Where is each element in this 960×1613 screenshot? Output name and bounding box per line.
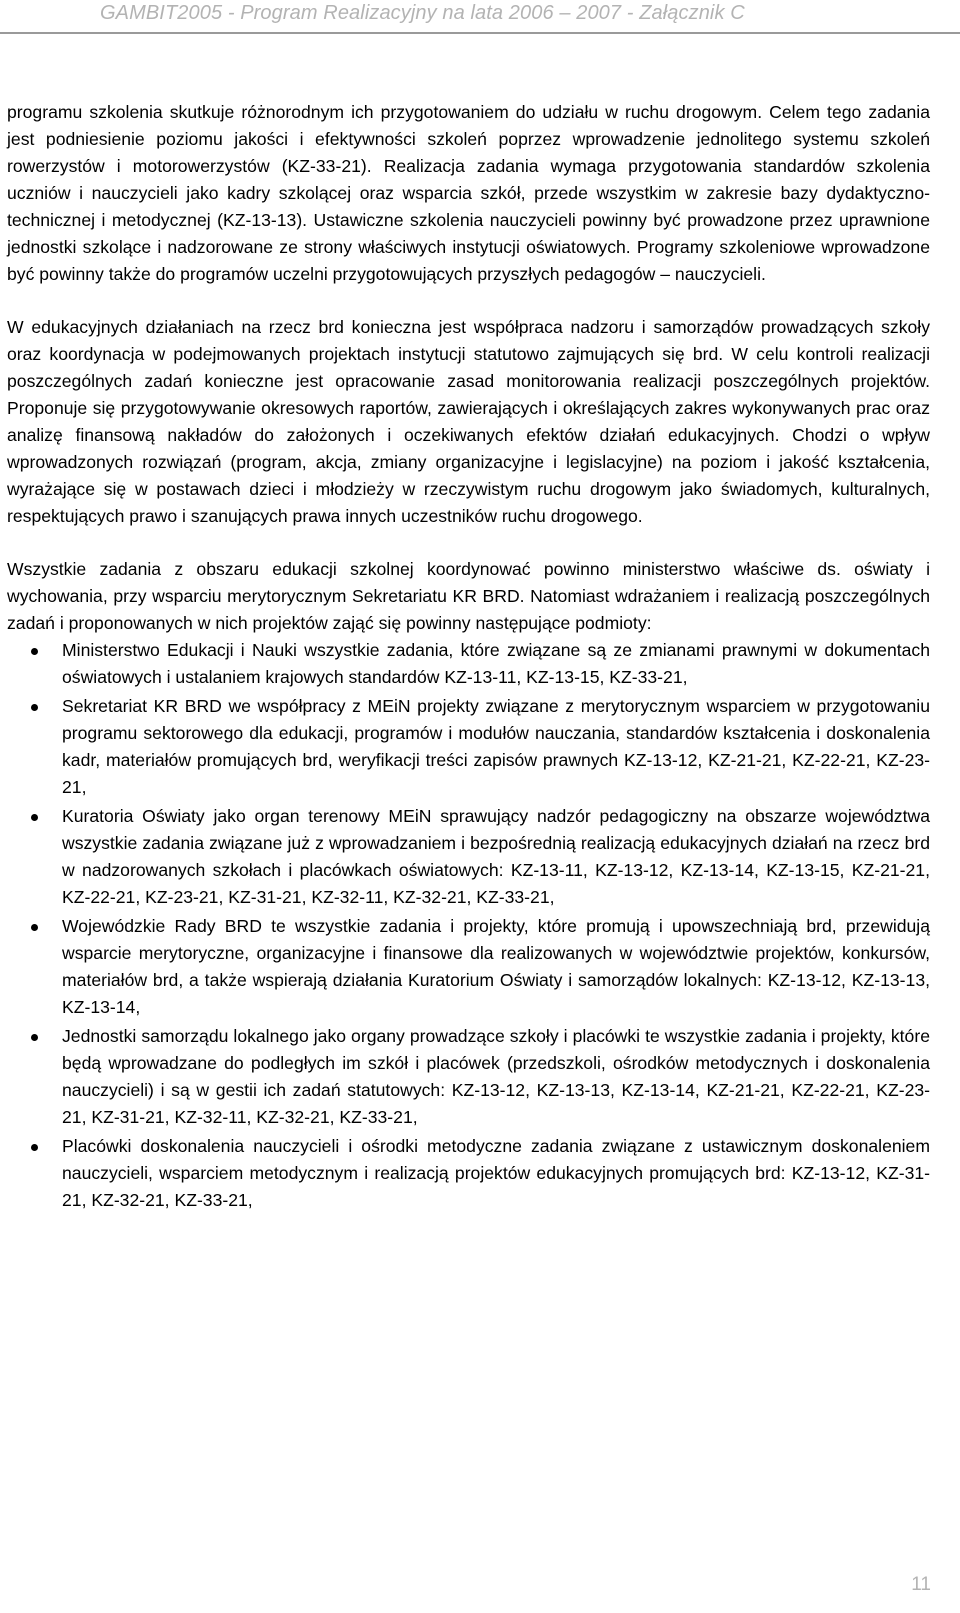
list-item-text: Ministerstwo Edukacji i Nauki wszystkie zadania, które związane są ze zmianami prawnymi w dokumentach oświatowych i ustalaniem krajowych standardów KZ-13-11, KZ-13-15, KZ-33-21, [62, 640, 930, 687]
bullet-icon [31, 704, 38, 711]
paragraph-coordination: Wszystkie zadania z obszaru edukacji szkolnej koordynować powinno ministerstwo właściwe ds. oświaty i wychowania, przy wsparciu merytorycznym Sekretariatu KR BRD. Natomiast wdrażaniem i realizacją poszczególnych zadań i proponowanych w nich projektów zająć się powinny następujące podmioty: [7, 559, 930, 633]
list-item [7, 1023, 930, 1131]
list-item [7, 913, 930, 1021]
entities-list [7, 637, 930, 1214]
list-item-text: Kuratoria Oświaty jako organ terenowy MEiN sprawujący nadzór pedagogiczny na obszarze województwa wszystkie zadania związane już z wprowadzaniem i bezpośrednią realizacją edukacyjnych działań na rzecz brd w nadzorowanych szkołach i placówkach oświatowych: KZ-13-11, KZ-13-12, KZ-13-14, KZ-13-15, KZ-21-21, KZ-22-21, KZ-23-21, KZ-31-21, KZ-32-11, KZ-32-21, KZ-33-21, [62, 806, 930, 907]
list-item-text: Jednostki samorządu lokalnego jako organy prowadzące szkoły i placówki te wszystkie zadania i projekty, które będą wprowadzane do podległych im szkół i placówek (przedszkoli, ośrodków metodycznych i doskonalenia nauczycieli) i są w gestii ich zadań statutowych: KZ-13-12, KZ-13-13, KZ-13-14, KZ-21-21, KZ-22-21, KZ-23-21, KZ-31-21, KZ-32-11, KZ-32-21, KZ-33-21, [62, 1026, 930, 1127]
header-rule [0, 32, 960, 34]
list-item [7, 637, 930, 691]
list-item-text: Sekretariat KR BRD we współpracy z MEiN projekty związane z merytorycznym wsparciem w przygotowaniu programu sektorowego dla edukacji, programów i modułów nauczania, standardów kształcenia i doskonalenia kadr, materiałów promujących brd, weryfikacji treści zapisów prawnych KZ-13-12, KZ-21-21, KZ-22-21, KZ-23-21, [62, 696, 930, 797]
paragraph-cooperation: W edukacyjnych działaniach na rzecz brd konieczna jest współpraca nadzoru i samorządów prowadzących szkoły oraz koordynacja w podejmowanych projektach instytucji statutowo zajmujących się brd. W celu kontroli realizacji poszczególnych zadań konieczne jest opracowanie zasad monitorowania realizacji poszczególnych projektów. Proponuje się przygotowywanie okresowych raportów, zawierających i określających zakres wykonywanych prac oraz analizę finansową nakładów do założonych i oczekiwanych efektów działań edukacyjnych. Chodzi o wpływ wprowadzonych rozwiązań (program, akcja, zmiany organizacyjne i legislacyjne) na poziom i jakość kształcenia, wyrażające się w postawach dzieci i młodzieży w rzeczywistym ruchu drogowym jako świadomych, kulturalnych, respektujących prawo i szanujących prawa innych uczestników ruchu drogowego. [7, 317, 930, 526]
bullet-icon [31, 648, 38, 655]
paragraph-training: programu szkolenia skutkuje różnorodnym ich przygotowaniem do udziału w ruchu drogowym. Celem tego zadania jest podniesienie poziomu jakości i efektywności szkoleń poprzez wprowadzenie jednolitego systemu szkoleń rowerzystów i motorowerzystów (KZ-33-21). Realizacja zadania wymaga przygotowania standardów szkolenia uczniów i nauczycieli jako kadry szkolącej oraz wsparcia szkół, przede wszystkim w zakresie bazy dydaktyczno-technicznej i metodycznej (KZ-13-13). Ustawiczne szkolenia nauczycieli powinny być prowadzone przez uprawnione jednostki szkolące i nadzorowane ze strony właściwych instytucji oświatowych. Programy szkoleniowe wprowadzone być powinny także do programów uczelni przygotowujących przyszłych pedagogów – nauczycieli. [7, 102, 930, 284]
bullet-icon [31, 924, 38, 931]
bullet-icon [31, 1034, 38, 1041]
bullet-icon [31, 814, 38, 821]
page-number: 11 [911, 1574, 931, 1595]
list-item-text: Placówki doskonalenia nauczycieli i ośrodki metodyczne zadania związane z ustawicznym doskonaleniem nauczycieli, wsparciem metodycznym i realizacją projektów edukacyjnych promujących brd: KZ-13-12, KZ-31-21, KZ-32-21, KZ-33-21, [62, 1136, 930, 1210]
list-item [7, 1133, 930, 1214]
list-item-text: Wojewódzkie Rady BRD te wszystkie zadania i projekty, które promują i upowszechniają brd, przewidują wsparcie merytoryczne, organizacyjne i finansowe dla realizowanych w województwie projektów, konkursów, materiałów brd, a także wspierają działania Kuratorium Oświaty i samorządów lokalnych: KZ-13-12, KZ-13-13, KZ-13-14, [62, 916, 930, 1017]
document-body [7, 99, 930, 1216]
bullet-icon [31, 1144, 38, 1151]
running-header: GAMBIT2005 - Program Realizacyjny na lata 2006 – 2007 - Załącznik C [100, 2, 745, 24]
list-item [7, 803, 930, 911]
list-item [7, 693, 930, 801]
